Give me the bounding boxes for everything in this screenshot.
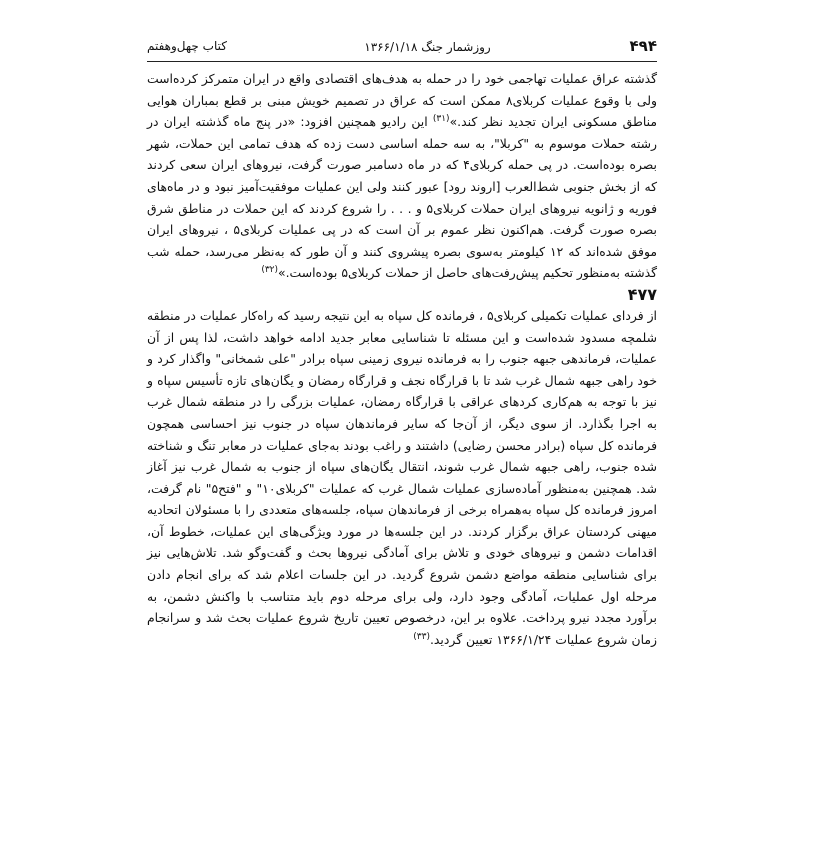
paragraph-2-text: از فردای عملیات تکمیلی کربلای۵ ، فرمانده کل سپاه به این نتیجه رسید که راه‌کار عملیات در منطقه شلمچه مسدود شده‌است و این مسئله تا شناسایی معابر جدید ادامه خواهد داشت، لذا پس از آن عملیات، فرماندهی جبهه جنوب را به فرمانده نیروی زمینی سپاه برادر "علی شمخانی" واگذار کرد و خود راهی جبهه شمال غرب شد تا با قرارگاه نجف و قرارگاه رمضان و یگان‌های تازه تأسیس سپاه و نیز با توجه به هم‌کاری کردهای عراقی با قرارگاه رمضان، عملیات بزرگی را در منطقه شمال غرب به اجرا بگذارد. از سوی دیگر، از آن‌جا که سایر فرماندهان سپاه در جنوب نیز احساسی همچون فرمانده کل سپاه (برادر محسن رضایی) داشتند و راغب بودند به‌جای عملیات در معابر تنگ و شناخته شده جنوب، راهی جبهه شمال غرب شوند، انتقال یگان‌های سپاه از جنوب به شمال غرب نیز آغاز شد. همچنین به‌منظور آماده‌سازی عملیات شمال غرب که عملیات "کربلای۱۰" و "فتح۵" نام گرفت، امروز فرمانده کل سپاه به‌همراه برخی از فرماندهان سپاه، جلسه‌های متعددی را با مسئولان اتحادیه میهنی کردستان عراق برگزار کردند. در این جلسه‌ها در مورد ویژگی‌های این عملیات، خطوط آن، اقدامات دشمن و نیروهای خودی و تلاش برای آمادگی نیروها بحث و گفت‌وگو شد. تلاش‌هایی نیز برای شناسایی منطقه مواضع دشمن شروع گردید. در این جلسات اعلام شد که برای انجام دادن مرحله اول عملیات، آمادگی وجود دارد، ولی برای مرحله دوم باید متناسب با واکنش دشمن، به برآورد مجدد نیرو پرداخت. علاوه بر این، درخصوص تعیین تاریخ شروع عملیات بحث شد و سرانجام زمان شروع عملیات ۱۳۶۶/۱/۲۴ تعیین گردید. [147, 307, 657, 647]
page-header [147, 37, 657, 59]
page-number: ۴۹۴ [629, 37, 657, 55]
paragraph-1 [147, 68, 657, 284]
section-number: ۴۷۷ [627, 284, 657, 304]
header-rule [147, 61, 657, 62]
paragraph-1-text: گذشته عراق عملیات تهاجمی خود را در حمله به هدف‌های اقتصادی واقع در ایران متمرکز کرده‌است ولی با وقوع عملیات کربلای۸ ممکن است که عراق در تصمیم خویش مبنی بر قطع بمباران هوایی مناطق مسکونی ایران تجدید نظر کند.» [147, 71, 657, 130]
page-body [147, 68, 657, 650]
paragraph-1-tail: این رادیو همچنین افزود: «در پنج ماه گذشته ایران در رشته حملات موسوم به "کربلا"، به سه حمله اساسی دست زده که هدف تمامی این حملات، شهر بصره بوده‌است. در پی حمله کربلای۴ که در ماه دسامبر صورت گرفت، نیروهای ایران سعی کردند که از بخش جنوبی شط‌العرب [اروند رود] عبور کنند ولی این عملیات موفقیت‌آمیز نبود و در ماه‌های فوریه و ژانویه نیروهای ایران حملات کربلای۵ و . . . را شروع کردند که این حملات در مناطق شرق بصره صورت گرفت. هم‌اکنون نظر عموم بر آن است که در پی عملیات کربلای۵ ، نیروهای ایران موفق شده‌اند که ۱۲ کیلومتر به‌سوی بصره پیشروی کنند و آن طور که به‌نظر می‌رسد، حمله شب گذشته به‌منظور تحکیم پیش‌رفت‌های حاصل از حملات کربلای۵ بوده‌است.» [147, 114, 658, 281]
footnote-ref-33: (۳۳) [413, 631, 430, 642]
footnote-ref-32: (۳۲) [261, 265, 279, 276]
running-title: روزشمار جنگ ۱۳۶۶/۱/۱۸ [364, 40, 491, 54]
paragraph-2 [147, 305, 657, 651]
book-title: کتاب چهل‌وهفتم [147, 39, 227, 53]
footnote-ref-31: (۳۱) [432, 114, 450, 125]
